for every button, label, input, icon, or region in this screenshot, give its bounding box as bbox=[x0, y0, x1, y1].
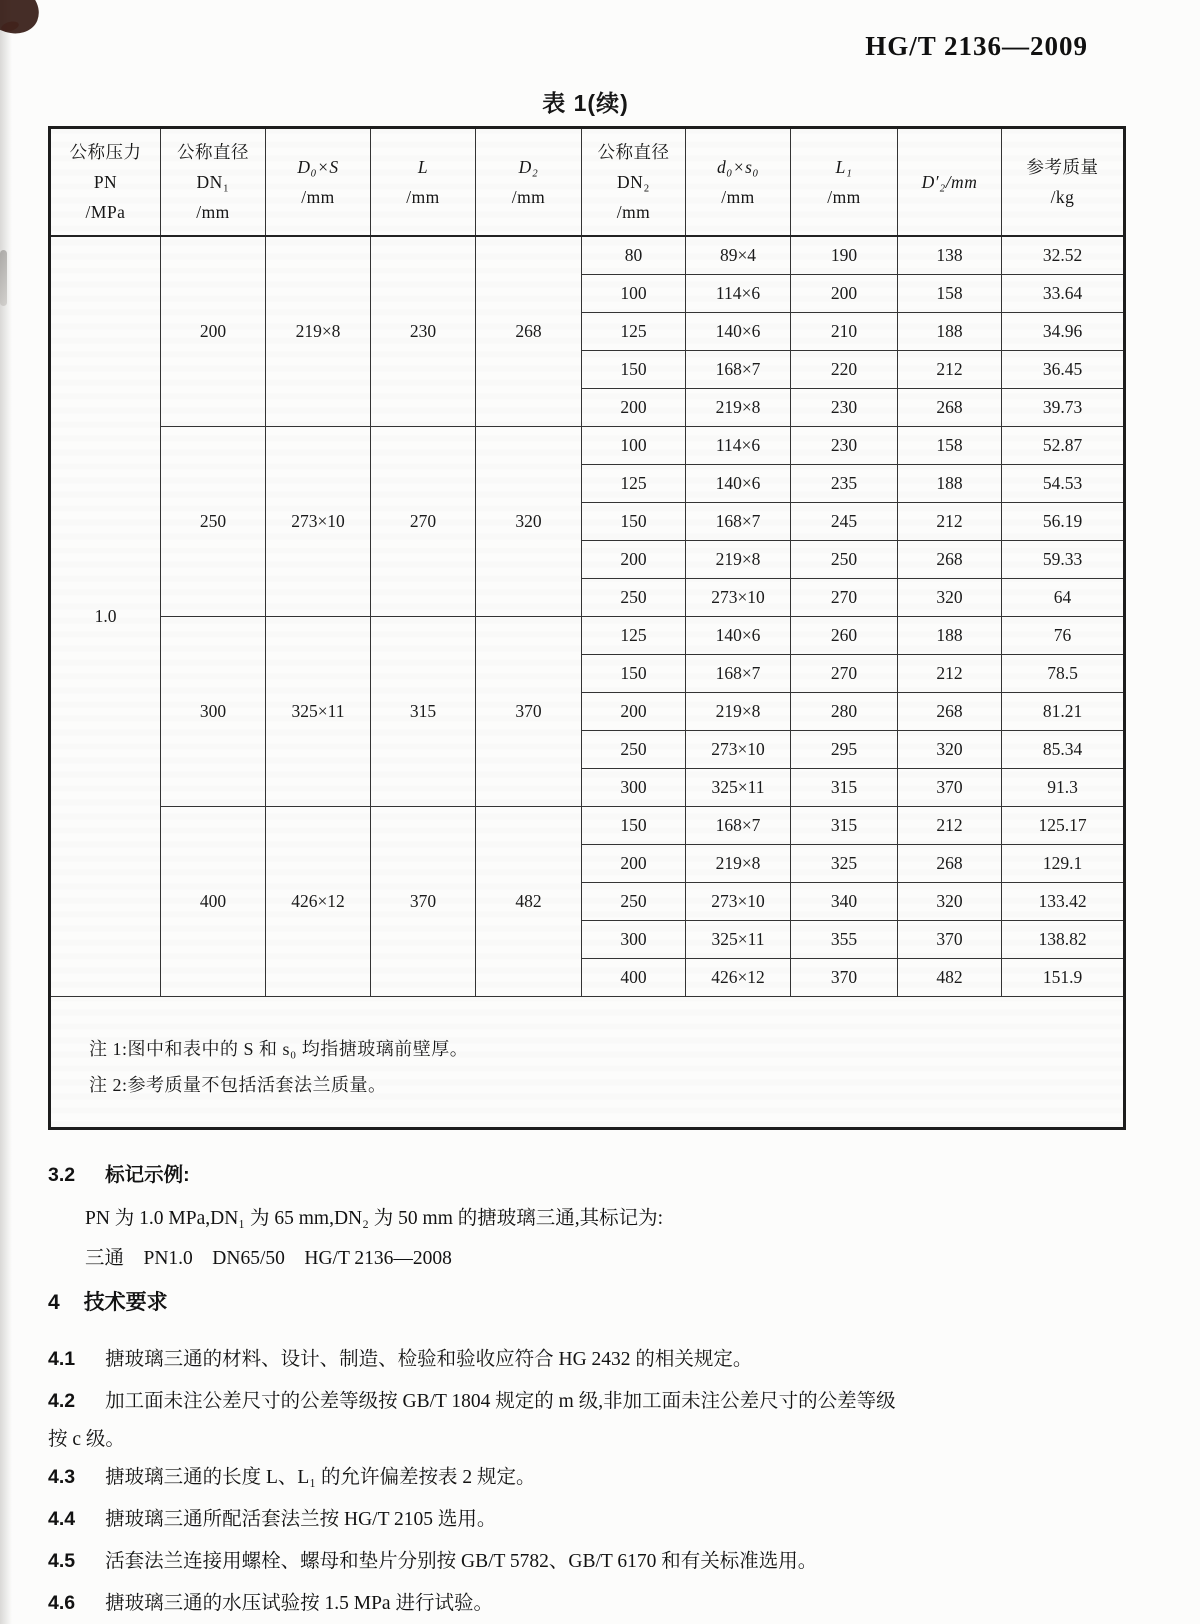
table-row bbox=[50, 427, 1125, 465]
table-cell: 200 bbox=[582, 541, 686, 579]
column-header-line: /kg bbox=[1050, 187, 1075, 207]
table-cell: 168×7 bbox=[686, 807, 791, 845]
clause-number: 4.1 bbox=[48, 1347, 76, 1370]
table-cell: 54.53 bbox=[1002, 465, 1125, 503]
table-cell: 300 bbox=[582, 921, 686, 959]
clause-text: 搪玻璃三通所配活套法兰按 HG/T 2105 选用。 bbox=[105, 1508, 497, 1530]
table-cell: 100 bbox=[582, 427, 686, 465]
table-cell: 370 bbox=[476, 617, 582, 807]
column-header-line: d₀×s₀ bbox=[716, 157, 760, 177]
table-cell: 125 bbox=[582, 465, 686, 503]
table-cell: 52.87 bbox=[1002, 427, 1125, 465]
clause-number: 4.2 bbox=[48, 1389, 76, 1412]
table-cell: 114×6 bbox=[686, 427, 791, 465]
column-header bbox=[898, 128, 1002, 237]
clause-4-5 bbox=[48, 1548, 1152, 1575]
table-cell: 140×6 bbox=[686, 313, 791, 351]
table-cell: 91.3 bbox=[1002, 769, 1125, 807]
table-cell: 340 bbox=[791, 883, 898, 921]
column-header-line: 参考质量 bbox=[1026, 157, 1099, 177]
table-body bbox=[50, 236, 1125, 997]
table-cell: 140×6 bbox=[686, 465, 791, 503]
column-header bbox=[371, 128, 476, 237]
marking-example-text: PN 为 1.0 MPa,DN₁ 为 65 mm,DN₂ 为 50 mm 的搪玻璃三通,其标记为: bbox=[85, 1207, 664, 1229]
table-cell: 320 bbox=[898, 579, 1002, 617]
column-header-line: DN₂ bbox=[617, 172, 650, 192]
column-header-line: /MPa bbox=[85, 202, 126, 222]
table-cell: 125 bbox=[582, 617, 686, 655]
table-cell: 273×10 bbox=[686, 579, 791, 617]
column-header-line: D₀×S bbox=[297, 157, 339, 177]
marking-example-designation: 三通 PN1.0 DN65/50 HG/T 2136—2008 bbox=[85, 1247, 452, 1269]
column-header-line: /mm bbox=[511, 187, 546, 207]
table-cell: 212 bbox=[898, 807, 1002, 845]
column-header-line: /mm bbox=[721, 187, 755, 207]
table-cell: 250 bbox=[582, 731, 686, 769]
clause-4-4 bbox=[48, 1506, 1152, 1533]
clause-title: 技术要求 bbox=[83, 1290, 168, 1314]
table-cell: 300 bbox=[582, 769, 686, 807]
scan-artifact bbox=[0, 250, 7, 306]
table-cell: 268 bbox=[898, 389, 1002, 427]
table-cell: 220 bbox=[791, 351, 898, 389]
column-header bbox=[476, 128, 582, 237]
table-cell: 273×10 bbox=[266, 427, 371, 617]
table-cell: 200 bbox=[582, 845, 686, 883]
clause-text: 搪玻璃三通的材料、设计、制造、检验和验收应符合 HG 2432 的相关规定。 bbox=[105, 1348, 753, 1370]
table-notes bbox=[50, 997, 1125, 1129]
table-cell: 56.19 bbox=[1002, 503, 1125, 541]
column-header-line: 公称直径 bbox=[597, 142, 670, 162]
clause-number: 4.3 bbox=[48, 1465, 76, 1488]
table-cell: 250 bbox=[582, 883, 686, 921]
table-cell: 200 bbox=[161, 236, 266, 427]
table-cell: 76 bbox=[1002, 617, 1125, 655]
table-cell: 245 bbox=[791, 503, 898, 541]
table-row bbox=[50, 236, 1125, 275]
table-cell: 168×7 bbox=[686, 351, 791, 389]
table-cell: 320 bbox=[898, 883, 1002, 921]
table-cell: 138 bbox=[898, 236, 1002, 275]
table-cell: 230 bbox=[371, 236, 476, 427]
clause-3-2-heading bbox=[48, 1162, 1152, 1189]
table-cell: 150 bbox=[582, 807, 686, 845]
table-cell: 260 bbox=[791, 617, 898, 655]
clause-title: 标记示例: bbox=[105, 1163, 190, 1186]
table-cell: 200 bbox=[791, 275, 898, 313]
column-header-line: /mm bbox=[406, 187, 440, 207]
table-cell: 151.9 bbox=[1002, 959, 1125, 997]
clause-text-continued: 按 c 级。 bbox=[48, 1428, 125, 1450]
table-cell: 129.1 bbox=[1002, 845, 1125, 883]
table-cell: 219×8 bbox=[686, 389, 791, 427]
table-cell: 268 bbox=[898, 845, 1002, 883]
table-cell: 188 bbox=[898, 617, 1002, 655]
table-note-1: 注 1:图中和表中的 S 和 s₀ 均指搪玻璃前壁厚。 bbox=[89, 1039, 469, 1059]
clause-number: 3.2 bbox=[48, 1163, 76, 1186]
table-cell: 325×11 bbox=[266, 617, 371, 807]
table-cell: 190 bbox=[791, 236, 898, 275]
table-cell: 33.64 bbox=[1002, 275, 1125, 313]
table-cell: 400 bbox=[161, 807, 266, 997]
table-cell: 210 bbox=[791, 313, 898, 351]
table-cell: 188 bbox=[898, 465, 1002, 503]
column-header-line: L bbox=[417, 157, 429, 177]
column-header-line: /mm bbox=[616, 202, 651, 222]
table-cell: 426×12 bbox=[266, 807, 371, 997]
column-header-line: L₁ bbox=[835, 157, 853, 177]
table-cell: 268 bbox=[476, 236, 582, 427]
table-row bbox=[50, 807, 1125, 845]
table-cell: 59.33 bbox=[1002, 541, 1125, 579]
table-cell: 168×7 bbox=[686, 503, 791, 541]
table-cell: 188 bbox=[898, 313, 1002, 351]
clause-number: 4 bbox=[48, 1290, 60, 1314]
table-cell: 320 bbox=[898, 731, 1002, 769]
clause-text: 搪玻璃三通的水压试验按 1.5 MPa 进行试验。 bbox=[105, 1592, 493, 1614]
doc-number: HG/T 2136—2009 bbox=[865, 31, 1088, 61]
clause-text: 活套法兰连接用螺栓、螺母和垫片分别按 GB/T 5782、GB/T 6170 和有关标准选用。 bbox=[105, 1550, 818, 1572]
table-cell: 64 bbox=[1002, 579, 1125, 617]
table-cell: 482 bbox=[476, 807, 582, 997]
clause-number: 4.4 bbox=[48, 1507, 76, 1530]
clause-text: 加工面未注公差尺寸的公差等级按 GB/T 1804 规定的 m 级,非加工面未注公差尺寸的公差等级 bbox=[105, 1390, 896, 1412]
table-cell: 133.42 bbox=[1002, 883, 1125, 921]
table-cell: 150 bbox=[582, 351, 686, 389]
table-cell: 320 bbox=[476, 427, 582, 617]
table-cell: 325 bbox=[791, 845, 898, 883]
column-header-line: 公称直径 bbox=[177, 142, 249, 162]
table-cell: 150 bbox=[582, 655, 686, 693]
table-cell: 270 bbox=[371, 427, 476, 617]
clause-number: 4.5 bbox=[48, 1549, 76, 1572]
spec-table bbox=[48, 126, 1126, 1130]
table-cell: 125 bbox=[582, 313, 686, 351]
table-cell: 325×11 bbox=[686, 921, 791, 959]
table-cell: 219×8 bbox=[686, 693, 791, 731]
table-cell: 32.52 bbox=[1002, 236, 1125, 275]
table-cell: 270 bbox=[791, 655, 898, 693]
table-cell: 219×8 bbox=[686, 845, 791, 883]
table-cell: 219×8 bbox=[686, 541, 791, 579]
table-notes-row bbox=[50, 997, 1125, 1129]
column-header bbox=[582, 128, 686, 237]
table-row bbox=[50, 617, 1125, 655]
table-cell: 39.73 bbox=[1002, 389, 1125, 427]
table-cell: 78.5 bbox=[1002, 655, 1125, 693]
table-cell: 300 bbox=[161, 617, 266, 807]
table-cell: 85.34 bbox=[1002, 731, 1125, 769]
column-header-line: D₂ bbox=[518, 157, 539, 177]
table-cell: 370 bbox=[898, 769, 1002, 807]
table-cell: 168×7 bbox=[686, 655, 791, 693]
table-cell: 212 bbox=[898, 503, 1002, 541]
column-header-line: /mm bbox=[827, 187, 861, 207]
column-header bbox=[266, 128, 371, 237]
table-cell: 355 bbox=[791, 921, 898, 959]
table-cell: 400 bbox=[582, 959, 686, 997]
table-footer bbox=[50, 997, 1125, 1129]
clause-4-2 bbox=[48, 1388, 1152, 1453]
column-header bbox=[50, 128, 161, 237]
table-cell: 219×8 bbox=[266, 236, 371, 427]
clause-4-6 bbox=[48, 1590, 1152, 1617]
table-cell: 158 bbox=[898, 275, 1002, 313]
table-cell: 370 bbox=[371, 807, 476, 997]
table-cell: 114×6 bbox=[686, 275, 791, 313]
column-header-line: /mm bbox=[196, 202, 230, 222]
table-cell: 250 bbox=[582, 579, 686, 617]
table-cell: 235 bbox=[791, 465, 898, 503]
clause-4-heading bbox=[48, 1290, 1152, 1317]
table-cell: 315 bbox=[791, 807, 898, 845]
table-cell: 138.82 bbox=[1002, 921, 1125, 959]
table-cell: 1.0 bbox=[50, 236, 161, 997]
table-cell: 140×6 bbox=[686, 617, 791, 655]
table-cell: 295 bbox=[791, 731, 898, 769]
table-cell: 370 bbox=[791, 959, 898, 997]
column-header bbox=[161, 128, 266, 237]
table-cell: 482 bbox=[898, 959, 1002, 997]
table-cell: 212 bbox=[898, 351, 1002, 389]
table-cell: 370 bbox=[898, 921, 1002, 959]
column-header bbox=[686, 128, 791, 237]
column-header bbox=[791, 128, 898, 237]
table-cell: 426×12 bbox=[686, 959, 791, 997]
table-cell: 230 bbox=[791, 427, 898, 465]
table-cell: 158 bbox=[898, 427, 1002, 465]
table-cell: 200 bbox=[582, 693, 686, 731]
scan-edge-shadow bbox=[0, 0, 12, 1624]
table-cell: 100 bbox=[582, 275, 686, 313]
table-cell: 325×11 bbox=[686, 769, 791, 807]
table-cell: 230 bbox=[791, 389, 898, 427]
table-cell: 250 bbox=[161, 427, 266, 617]
table-cell: 268 bbox=[898, 541, 1002, 579]
column-header-line: 公称压力 bbox=[69, 142, 142, 162]
table-cell: 200 bbox=[582, 389, 686, 427]
clause-4-1 bbox=[48, 1346, 1152, 1373]
table-header bbox=[50, 128, 1125, 237]
table-note-2: 注 2:参考质量不包括活套法兰质量。 bbox=[89, 1075, 387, 1095]
column-header bbox=[1002, 128, 1125, 237]
table-cell: 125.17 bbox=[1002, 807, 1125, 845]
clause-text: 搪玻璃三通的长度 L、L₁ 的允许偏差按表 2 规定。 bbox=[105, 1466, 536, 1488]
table-cell: 89×4 bbox=[686, 236, 791, 275]
table-title: 表 1(续) bbox=[542, 90, 629, 116]
table-cell: 273×10 bbox=[686, 883, 791, 921]
table-cell: 315 bbox=[371, 617, 476, 807]
column-header-line: PN bbox=[93, 172, 118, 192]
table-cell: 280 bbox=[791, 693, 898, 731]
table-cell: 80 bbox=[582, 236, 686, 275]
table-cell: 250 bbox=[791, 541, 898, 579]
table-cell: 36.45 bbox=[1002, 351, 1125, 389]
clause-4-3 bbox=[48, 1464, 1152, 1491]
column-header-line: DN₁ bbox=[196, 172, 230, 192]
table-cell: 268 bbox=[898, 693, 1002, 731]
column-header-line: /mm bbox=[301, 187, 335, 207]
table-cell: 34.96 bbox=[1002, 313, 1125, 351]
table-cell: 273×10 bbox=[686, 731, 791, 769]
table-cell: 150 bbox=[582, 503, 686, 541]
clause-number: 4.6 bbox=[48, 1591, 76, 1614]
table-cell: 212 bbox=[898, 655, 1002, 693]
table-header-row bbox=[50, 128, 1125, 237]
table-cell: 270 bbox=[791, 579, 898, 617]
table-cell: 81.21 bbox=[1002, 693, 1125, 731]
table-cell: 315 bbox=[791, 769, 898, 807]
column-header-line: D′₂/mm bbox=[921, 172, 978, 192]
